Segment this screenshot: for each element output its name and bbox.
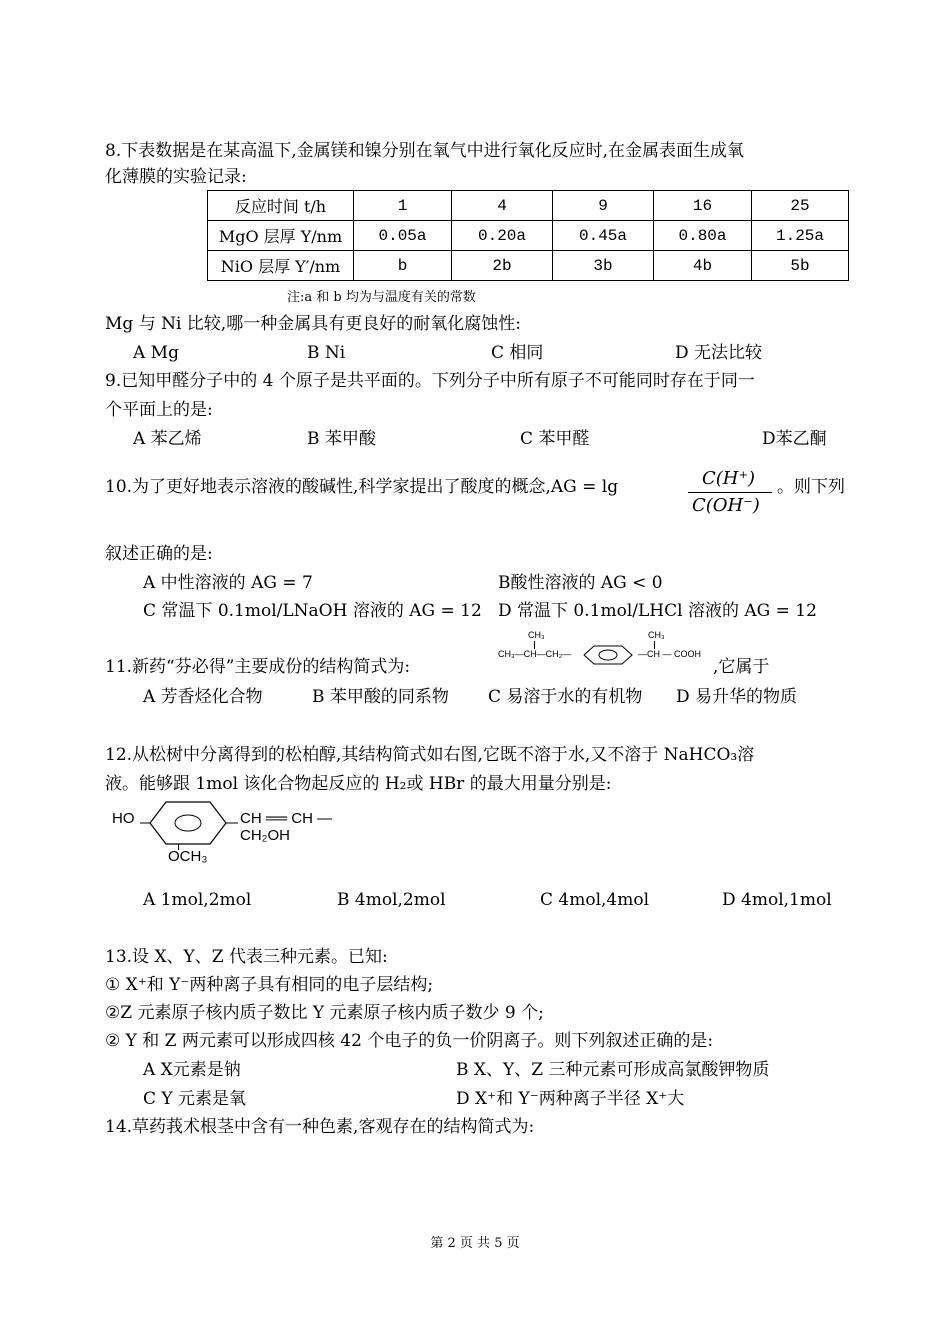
benzene-ring-icon	[578, 644, 638, 666]
q9-option-c: C 苯甲醛	[520, 429, 590, 449]
q11-stem-end: ,它属于	[713, 657, 770, 677]
table-cell: 反应时间 t/h	[208, 191, 354, 221]
q11-stem: 11.新药“芬必得”主要成份的结构简式为:	[105, 657, 411, 677]
ibuprofen-structure	[498, 630, 708, 674]
structure-tail: —CH — COOH	[638, 649, 701, 659]
table-cell: 0.45a	[553, 221, 654, 251]
q11-option-b: B 苯甲酸的同系物	[312, 687, 449, 707]
table-row	[208, 191, 849, 221]
q13-condition-2: ②Z 元素原子核内质子数比 Y 元素原子核内质子数少 9 个;	[105, 1003, 544, 1023]
q8-option-d: D 无法比较	[675, 343, 763, 363]
q9-option-b: B 苯甲酸	[307, 429, 376, 449]
q8-option-b: B Ni	[307, 343, 346, 363]
fraction-denominator: C(OH⁻)	[692, 495, 760, 516]
q10-option-b: B酸性溶液的 AG < 0	[498, 573, 663, 593]
structure-ho: HO	[112, 810, 135, 827]
structure-bond-right	[654, 641, 655, 649]
q10-line1-end: 。则下列	[777, 477, 845, 497]
q9-option-a: A 苯乙烯	[133, 429, 202, 449]
q8-line1: 8.下表数据是在某高温下,金属镁和镍分别在氧气中进行氧化反应时,在金属表面生成氧	[105, 141, 745, 161]
q8-option-a: A Mg	[133, 343, 179, 363]
table-cell: 4b	[654, 251, 752, 281]
q12-option-b: B 4mol,2mol	[337, 890, 446, 910]
q12-line1: 12.从松树中分离得到的松柏醇,其结构简式如右图,它既不溶于水,又不溶于 NaHCO₃溶	[105, 745, 755, 765]
table-cell: 5b	[752, 251, 849, 281]
structure-main: CH₃—CH—CH₂—	[498, 649, 572, 659]
table-cell: 4	[452, 191, 553, 221]
fraction-bar	[688, 492, 772, 493]
q8-option-c: C 相同	[491, 343, 544, 363]
structure-chain: CH ══ CH — CH₂OH	[240, 810, 333, 844]
table-cell: 0.20a	[452, 221, 553, 251]
table-cell: 25	[752, 191, 849, 221]
q12-option-c: C 4mol,4mol	[540, 890, 650, 910]
table-cell: 9	[553, 191, 654, 221]
q10-option-d: D 常温下 0.1mol/LHCl 溶液的 AG = 12	[498, 601, 817, 621]
q10-option-c: C 常温下 0.1mol/LNaOH 溶液的 AG = 12	[143, 601, 482, 621]
table-cell: 0.05a	[354, 221, 452, 251]
q13-option-a: A X元素是钠	[143, 1060, 241, 1080]
q13-option-b: B X、Y、Z 三种元素可形成高氯酸钾物质	[456, 1060, 770, 1080]
table-cell: 1.25a	[752, 221, 849, 251]
q12-line2: 液。能够跟 1mol 该化合物起反应的 H₂或 HBr 的最大用量分别是:	[105, 774, 612, 794]
table-cell: b	[354, 251, 452, 281]
structure-ch3-top1: CH₃	[528, 630, 545, 640]
q11-option-c: C 易溶于水的有机物	[488, 687, 643, 707]
table-cell: 2b	[452, 251, 553, 281]
table-cell: MgO 层厚 Y/nm	[208, 221, 354, 251]
q10-option-a: A 中性溶液的 AG = 7	[143, 573, 313, 593]
structure-och3: OCH₃	[168, 848, 208, 865]
q11-option-d: D 易升华的物质	[676, 687, 798, 707]
q13-option-c: C Y 元素是氧	[143, 1089, 247, 1109]
q13-option-d: D X⁺和 Y⁻两种离子半径 X⁺大	[456, 1089, 685, 1109]
table-cell: NiO 层厚 Y′/nm	[208, 251, 354, 281]
acidity-fraction	[676, 462, 781, 522]
q12-option-d: D 4mol,1mol	[722, 890, 832, 910]
benzene-ring-icon	[138, 798, 238, 846]
table-row	[208, 251, 849, 281]
q10-line1: 10.为了更好地表示溶液的酸碱性,科学家提出了酸度的概念,AG = lg	[105, 477, 619, 497]
q12-option-a: A 1mol,2mol	[143, 890, 252, 910]
q10-line2: 叙述正确的是:	[105, 544, 213, 564]
structure-bond-left	[534, 641, 535, 649]
table-cell: 16	[654, 191, 752, 221]
table-note: 注:a 和 b 均为与温度有关的常数	[287, 290, 476, 305]
q9-line2: 个平面上的是:	[105, 400, 213, 420]
q9-line1: 9.已知甲醛分子中的 4 个原子是共平面的。下列分子中所有原子不可能同时存在于同一	[105, 371, 755, 391]
page-footer: 第 2 页 共 5 页	[430, 1236, 520, 1251]
q13-condition-3: ② Y 和 Z 两元素可以形成四核 42 个电子的负一价阴离子。则下列叙述正确的是:	[105, 1031, 714, 1051]
q13-condition-1: ① X⁺和 Y⁻两种离子具有相同的电子层结构;	[105, 975, 434, 995]
coniferyl-structure	[112, 796, 382, 866]
fraction-numerator: C(H⁺)	[702, 468, 756, 489]
oxide-table	[207, 190, 849, 281]
q9-option-d: D苯乙酮	[762, 429, 827, 449]
q8-line2: 化薄膜的实验记录:	[105, 167, 247, 187]
table-cell: 3b	[553, 251, 654, 281]
q13-stem: 13.设 X、Y、Z 代表三种元素。已知:	[105, 947, 388, 967]
q8-question: Mg 与 Ni 比较,哪一种金属具有更良好的耐氧化腐蚀性:	[105, 314, 521, 334]
table-cell: 1	[354, 191, 452, 221]
structure-ch3-top2: CH₃	[648, 630, 665, 640]
q14-stem: 14.草药莪术根茎中含有一种色素,客观存在的结构简式为:	[105, 1117, 535, 1137]
table-row	[208, 221, 849, 251]
q11-option-a: A 芳香烃化合物	[143, 687, 263, 707]
table-cell: 0.80a	[654, 221, 752, 251]
